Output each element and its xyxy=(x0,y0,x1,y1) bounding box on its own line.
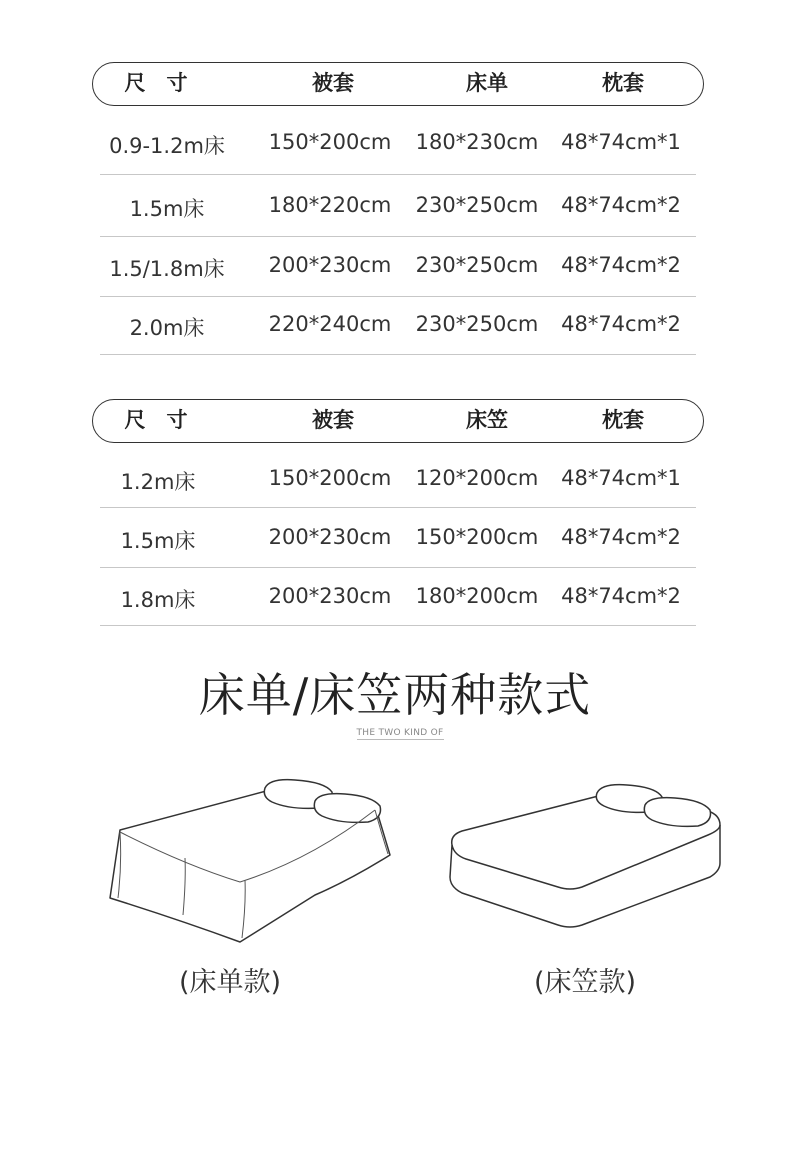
header-duvet-cover: 被套 xyxy=(312,408,354,432)
section-title: 床单/床笠两种款式 xyxy=(198,668,592,722)
cell-pillowcase: 48*74cm*2 xyxy=(561,253,681,277)
cell-duvet-cover: 200*230cm xyxy=(268,584,392,608)
cell-fitted-sheet: 150*200cm xyxy=(415,525,539,549)
cell-pillowcase: 48*74cm*2 xyxy=(561,525,681,549)
row-divider xyxy=(100,507,696,508)
header-pillowcase: 枕套 xyxy=(602,408,644,432)
cell-pillowcase: 48*74cm*2 xyxy=(561,193,681,217)
bed-sheet-illustration xyxy=(100,770,400,950)
cell-bed-sheet: 230*250cm xyxy=(415,253,539,277)
table-header xyxy=(92,399,704,443)
cell-duvet-cover: 200*230cm xyxy=(268,525,392,549)
row-divider xyxy=(100,296,696,297)
cell-size: 1.8m床 xyxy=(120,588,196,612)
cell-size: 1.5/1.8m床 xyxy=(109,257,225,281)
header-size: 尺 寸 xyxy=(124,71,188,95)
cell-pillowcase: 48*74cm*2 xyxy=(561,312,681,336)
row-divider xyxy=(100,174,696,175)
header-size: 尺 寸 xyxy=(124,408,188,432)
cell-duvet-cover: 180*220cm xyxy=(268,193,392,217)
cell-size: 2.0m床 xyxy=(129,316,205,340)
cell-size: 1.2m床 xyxy=(120,470,196,494)
cell-duvet-cover: 150*200cm xyxy=(268,466,392,490)
section-subtitle-text: THE TWO KIND OF xyxy=(356,728,444,738)
cell-bed-sheet: 230*250cm xyxy=(415,193,539,217)
header-duvet-cover: 被套 xyxy=(312,71,354,95)
header-fitted-sheet: 床笠 xyxy=(466,408,508,432)
cell-size: 1.5m床 xyxy=(120,529,196,553)
fitted-style-caption: (床笠款) xyxy=(533,967,637,998)
row-divider xyxy=(100,567,696,568)
row-divider xyxy=(100,236,696,237)
cell-duvet-cover: 220*240cm xyxy=(268,312,392,336)
cell-pillowcase: 48*74cm*2 xyxy=(561,584,681,608)
sheet-style-caption: (床单款) xyxy=(178,967,282,998)
cell-duvet-cover: 200*230cm xyxy=(268,253,392,277)
cell-size: 0.9-1.2m床 xyxy=(109,134,225,158)
header-bed-sheet: 床单 xyxy=(466,71,508,95)
row-divider xyxy=(100,625,696,626)
section-subtitle xyxy=(0,728,790,738)
cell-duvet-cover: 150*200cm xyxy=(268,130,392,154)
cell-bed-sheet: 230*250cm xyxy=(415,312,539,336)
row-divider xyxy=(100,354,696,355)
header-pillowcase: 枕套 xyxy=(602,71,644,95)
table-header xyxy=(92,62,704,106)
cell-pillowcase: 48*74cm*1 xyxy=(561,130,681,154)
fitted-sheet-illustration xyxy=(440,775,730,935)
cell-pillowcase: 48*74cm*1 xyxy=(561,466,681,490)
cell-size: 1.5m床 xyxy=(129,197,205,221)
cell-bed-sheet: 180*230cm xyxy=(415,130,539,154)
cell-fitted-sheet: 120*200cm xyxy=(415,466,539,490)
cell-fitted-sheet: 180*200cm xyxy=(415,584,539,608)
